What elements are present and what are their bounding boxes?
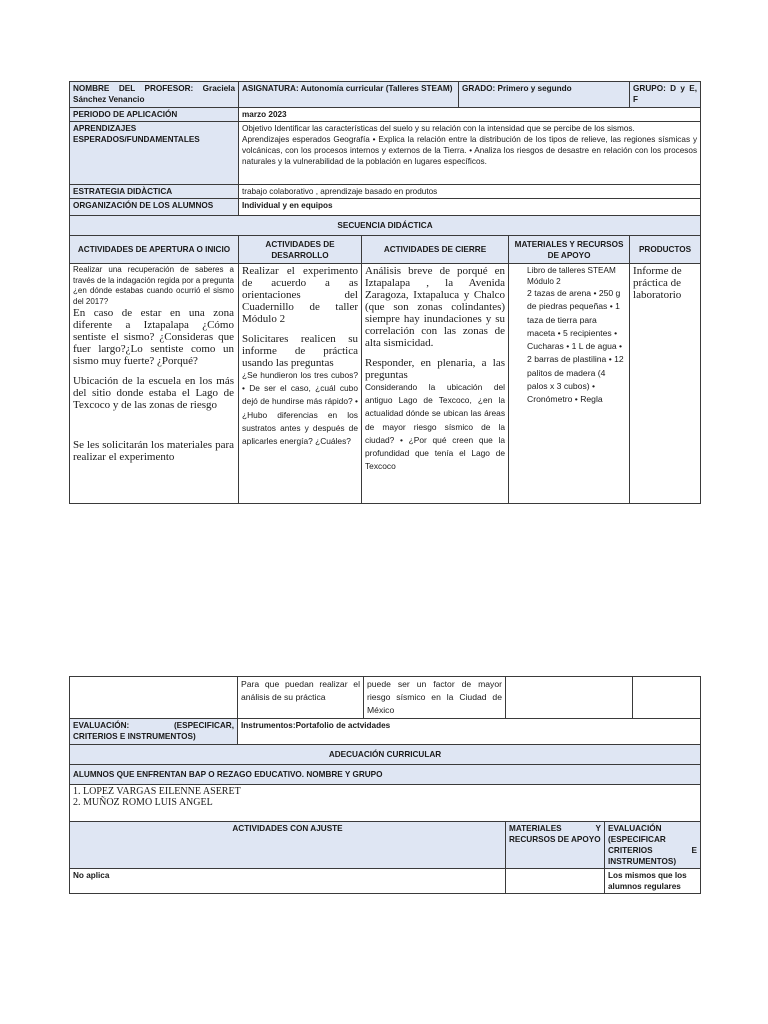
alumno-1: 1. LOPEZ VARGAS EILENNE ASERET xyxy=(73,786,241,797)
alumnos-title: ALUMNOS QUE ENFRENTAN BAP O REZAGO EDUCATIVO. NOMBRE Y GRUPO xyxy=(70,765,701,785)
alumnos-list xyxy=(70,785,701,822)
header-materiales-ajuste: MATERIALES Y RECURSOS DE APOYO xyxy=(506,822,605,869)
header-productos: PRODUCTOS xyxy=(630,236,701,264)
header-evaluacion-ajuste: EVALUACIÓN (ESPECIFICAR CRITERIOS E INSTRUMENTOS) xyxy=(605,822,701,869)
evaluacion-label: EVALUACIÓN: (ESPECIFICAR, CRITERIOS E INSTRUMENTOS) xyxy=(70,719,238,745)
cierre-p1: Análisis breve de porqué en Iztapalapa , la Avenida Zaragoza, Ixtapaluca y Chalco (que son zonas colindantes) siempre hay inundaciones y su correlación con las zonas de alta sismicidad. xyxy=(365,265,506,349)
materiales-ajuste-cell xyxy=(506,869,605,894)
materiales-p2: 2 tazas de arena • 250 g de piedras pequeñas • 1 taza de tierra para maceta • 5 recipientes • Cucharas • 1 L de agua • 2 barras de plastilina • 12 palitos de madera (4 palos x 3 cubos) • Cronómetro • Regla xyxy=(527,288,624,405)
planning-table-bottom xyxy=(69,676,701,894)
desarrollo-cell xyxy=(239,264,362,504)
planning-table-top xyxy=(69,81,701,504)
apertura-p2: En caso de estar en una zona diferente a Iztapalapa ¿Cómo sentiste el sismo? ¿Consideras que fuer largo?¿Lo sentiste como un sismo muy fuerte? ¿Porqué? xyxy=(73,307,234,367)
apertura-p4: Se les solicitarán los materiales para realizar el experimento xyxy=(73,439,234,463)
no-aplica-cell: No aplica xyxy=(70,869,506,894)
asignatura-cell: ASIGNATURA: Autonomía curricular (Talleres STEAM) xyxy=(239,82,459,108)
grupo-cell: GRUPO: D y E, F xyxy=(630,82,701,108)
cierre-p3: Considerando la ubicación del antiguo Lago de Texcoco, ¿en la actualidad dónde se ubican las áreas de mayor riesgo sísmico de la ciudad? • ¿Por qué creen que la profundidad que tenía el Lago de Texcoco xyxy=(365,382,506,472)
productos-cell: Informe de práctica de laboratorio xyxy=(630,264,701,504)
cierre-cell xyxy=(362,264,509,504)
cierre-cont-cell: puede ser un factor de mayor riesgo sísmico en la Ciudad de México xyxy=(364,677,506,719)
grado-cell: GRADO: Primero y segundo xyxy=(459,82,630,108)
aprendizajes-label: APRENDIZAJES ESPERADOS/FUNDAMENTALES xyxy=(70,122,239,185)
header-cierre: ACTIVIDADES DE CIERRE xyxy=(362,236,509,264)
materiales-p1: Libro de talleres STEAM Módulo 2 xyxy=(527,266,616,286)
alumno-2: 2. MUÑOZ ROMO LUIS ANGEL xyxy=(73,797,213,808)
apertura-p1: Realizar una recuperación de saberes a través de la indagación regida por a pregunta ¿en dónde estabas cuando ocurrió el sismo del 2017? xyxy=(73,265,234,306)
secuencia-title: SECUENCIA DIDÁCTICA xyxy=(70,216,701,236)
aprendizajes-geografia-text: Aprendizajes esperados Geografía • Explica la relación entre la distribución de los tipos de relieve, las regiones sísmicas y volcánicas, con los procesos internos y externos de la Tierra. • Analiza los riesgos de desastre en relación con los procesos naturales y la vulnerabilidad de la población en lugares específicos. xyxy=(242,135,698,166)
desarrollo-p1: Realizar el experimento de acuerdo a as orientaciones del Cuadernillo de taller Módulo 2 xyxy=(242,265,358,325)
desarrollo-cont-cell: Para que puedan realizar el análisis de su práctica xyxy=(238,677,364,719)
organizacion-value: Individual y en equipos xyxy=(239,199,701,216)
materiales-cont-cell xyxy=(506,677,633,719)
apertura-cell xyxy=(70,264,239,504)
periodo-label: PERIODO DE APLICACIÓN xyxy=(70,108,239,122)
materiales-cell xyxy=(509,264,630,504)
organizacion-label: ORGANIZACIÓN DE LOS ALUMNOS xyxy=(70,199,239,216)
cierre-p2: Responder, en plenaria, a las preguntas xyxy=(365,357,506,381)
desarrollo-p2: Solicitares realicen su informe de práctica usando las preguntas xyxy=(242,333,358,369)
estrategia-label: ESTRATEGIA DIDÀCTICA xyxy=(70,185,239,199)
objetivo-text: Objetivo Identificar las características del suelo y su relación con la intensidad que se percibe de los sismos. xyxy=(242,124,635,133)
header-actividades-ajuste: ACTIVIDADES CON AJUSTE xyxy=(70,822,506,869)
header-apertura: ACTIVIDADES DE APERTURA O INICIO xyxy=(70,236,239,264)
productos-cont-cell xyxy=(633,677,701,719)
periodo-value: marzo 2023 xyxy=(239,108,701,122)
estrategia-value: trabajo colaborativo , aprendizaje basado en produtos xyxy=(239,185,701,199)
adecuacion-title: ADECUACIÓN CURRICULAR xyxy=(70,745,701,765)
header-desarrollo: ACTIVIDADES DE DESARROLLO xyxy=(239,236,362,264)
apertura-p3: Ubicación de la escuela en los más del sitio donde estaba el Lago de Texcoco y de las zonas de riesgo xyxy=(73,375,234,411)
evaluacion-value: Instrumentos:Portafolio de actvidades xyxy=(238,719,701,745)
header-materiales: MATERIALES Y RECURSOS DE APOYO xyxy=(509,236,630,264)
mismos-cell: Los mismos que los alumnos regulares xyxy=(605,869,701,894)
aprendizajes-value xyxy=(239,122,701,185)
profesor-cell: NOMBRE DEL PROFESOR: Graciela Sánchez Venancio xyxy=(70,82,239,108)
apertura-cont-cell xyxy=(70,677,238,719)
desarrollo-p3: ¿Se hundieron los tres cubos? • De ser el caso, ¿cuál cubo dejó de hundirse más rápido? • ¿Hubo diferencias en los sustratos antes y después de aplicarles energía? ¿Cuáles? xyxy=(242,370,358,447)
